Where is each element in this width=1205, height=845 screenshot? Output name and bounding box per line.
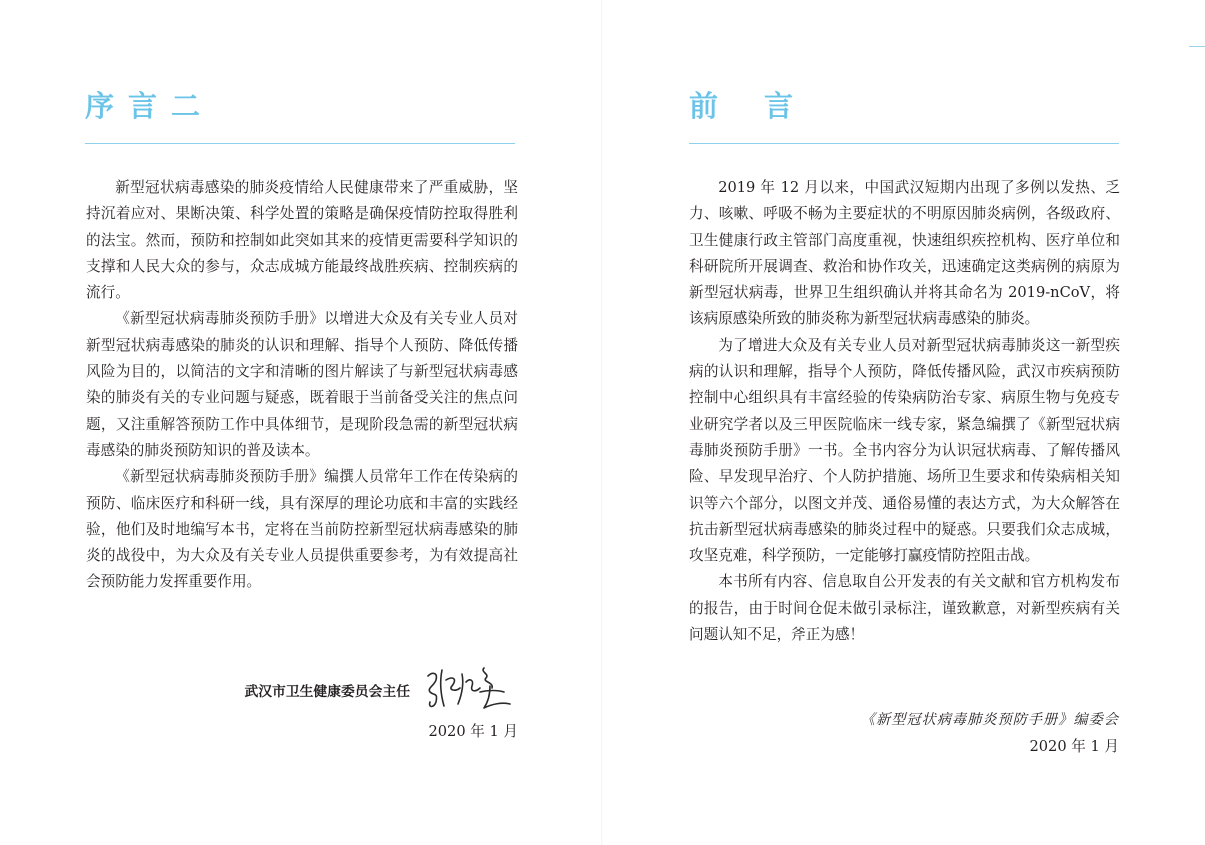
paragraph: 新型冠状病毒感染的肺炎疫情给人民健康带来了严重威胁，坚持沉着应对、果断决策、科学处置的策略是确保疫情防控取得胜利的法宝。然而，预防和控制如此突如其来的疫情更需要科学知识的支撑和人民大众的参与，众志成城方能最终战胜疾病、控制疾病的流行。 <box>86 179 518 302</box>
signatory-title: 武汉市卫生健康委员会主任 <box>244 684 410 700</box>
paragraph: 为了增进大众及有关专业人员对新型冠状病毒肺炎这一新型疾病的认识和理解，指导个人预防，降低传播风险，武汉市疾病预防控制中心组织具有丰富经验的传染病防治专家、病原生物与免疫专业研究学者以及三甲医院临床一线专家，紧急编撰了《新型冠状病毒肺炎预防手册》一书。全书内容分为认识冠状病毒、了解传播风险、早发现早治疗、个人防护措施、场所卫生要求和传染病相关知识等六个部分，以图文并茂、通俗易懂的表达方式，为大众解答在抗击新型冠状病毒感染的肺炎过程中的疑惑。只要我们众志成城，攻坚克难，科学预防，一定能够打赢疫情防控阻击战。 <box>689 336 1120 565</box>
corner-line <box>1189 46 1205 47</box>
left-page <box>0 0 602 845</box>
page-heading: 序言二 <box>85 89 215 123</box>
paragraph: 本书所有内容、信息取自公开发表的有关文献和官方机构发布的报告，由于时间仓促未做引录标注，谨致歉意，对新型疾病有关问题认知不足，斧正为感！ <box>689 573 1120 644</box>
paragraph: 《新型冠状病毒肺炎预防手册》以增进大众及有关专业人员对新型冠状病毒感染的肺炎的认识和理解、指导个人预防、降低传播风险为目的，以简洁的文字和清晰的图片解读了与新型冠状病毒感染的肺炎有关的专业问题与疑惑，既着眼于当前备受关注的焦点问题，又注重解答预防工作中具体细节，是现阶段急需的新型冠状病毒感染的肺炎预防知识的普及读本。 <box>86 310 518 459</box>
date: 2020 年 1 月 <box>428 723 518 740</box>
heading-divider <box>85 143 515 144</box>
body-text <box>86 175 518 596</box>
body-text <box>689 175 1120 648</box>
heading-divider <box>689 143 1119 144</box>
right-page <box>603 0 1205 845</box>
editorial-board: 《新型冠状病毒肺炎预防手册》编委会 <box>860 712 1119 728</box>
handwritten-signature <box>418 662 518 714</box>
page-heading: 前言 <box>689 89 840 123</box>
paragraph: 2019 年 12 月以来，中国武汉短期内出现了多例以发热、乏力、咳嗽、呼吸不畅为主要症状的不明原因肺炎病例，各级政府、卫生健康行政主管部门高度重视，快速组织疾控机构、医疗单位和科研院所开展调查、救治和协作攻关，迅速确定这类病例的病原为新型冠状病毒，世界卫生组织确认并将其命名为 2019-nCoV，将该病原感染所致的肺炎称为新型冠状病毒感染的肺炎。 <box>689 179 1120 328</box>
date: 2020 年 1 月 <box>1029 738 1119 755</box>
paragraph: 《新型冠状病毒肺炎预防手册》编撰人员常年工作在传染病的预防、临床医疗和科研一线，具有深厚的理论功底和丰富的实践经验，他们及时地编写本书，定将在当前防控新型冠状病毒感染的肺炎的战役中，为大众及有关专业人员提供重要参考，为有效提高社会预防能力发挥重要作用。 <box>86 468 518 591</box>
signature-block <box>86 670 518 714</box>
